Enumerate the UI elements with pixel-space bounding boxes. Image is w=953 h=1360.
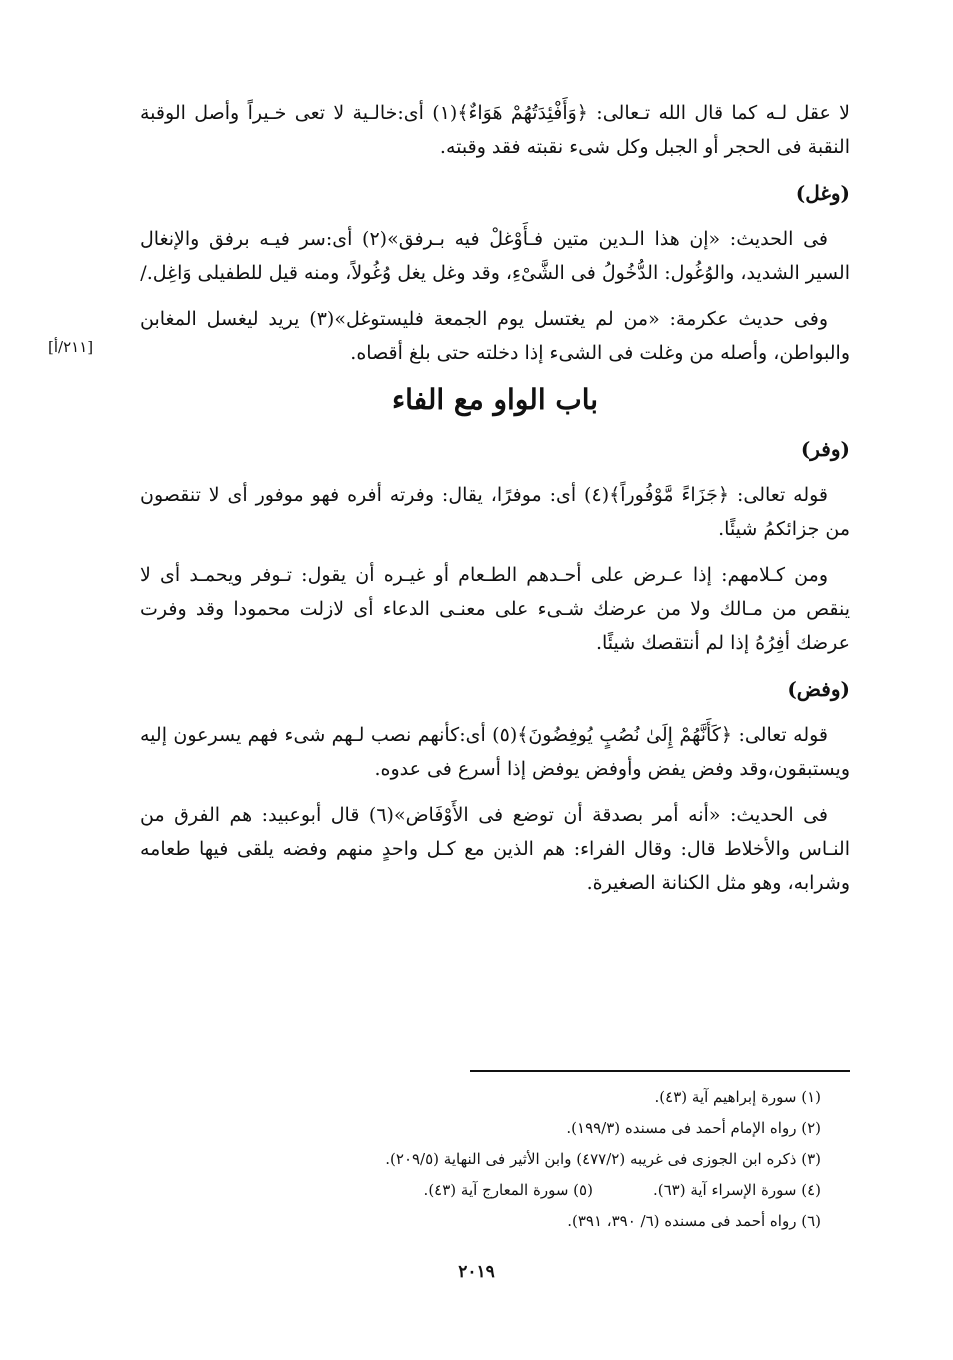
footnote-divider: [470, 1070, 850, 1072]
footnotes: [201, 1082, 821, 1237]
entry-heading-waghl: (وغل): [795, 181, 850, 205]
paragraph-wafr-speech: ومن كـلامهم: إذا عـرض على أحـدهم الطـعام أو غيـره أن يقول: تـوفر ويحمـد أى لا ينقص من مـالك ولا من عرضك شـىء على معنـى الدعاء أى لازلت محمودا وقد وفرت عرضك أفِرُهُ إذا لم أنتقصك شيئًا.: [140, 564, 850, 654]
footnote-5: (٥) سورة المعارج آية (٤٣).: [423, 1181, 593, 1199]
margin-reference: [٢١١/أ]: [48, 338, 94, 356]
main-text: [140, 96, 850, 912]
page-number: ٢٠١٩: [458, 1262, 495, 1282]
footnote-6: (٦) رواه أحمد فى مسنده (٦/ ٣٩٠، ٣٩١).: [567, 1212, 821, 1230]
paragraph-wafd-hadith: فى الحديث: «أنه أمر بصدقة أن توضع فى الأَوْفَاض»(٦) قال أبوعبيد: هم الفرق من النـاس والأخلاط قال: وقال الفراء: هم الذين مع كـل واحدٍ منهم وفضه يلقى فيها طعامه وشرابه، وهو مثل الكنانة الصغيرة.: [140, 804, 850, 894]
paragraph-waqb: لا عقل لـه كما قال الله تـعالى: ﴿وَأَفْئِدَتُهُمْ هَوَاءٌ﴾(١) أى:خالـية لا تعى خـيراً وأصل الوقبة النقبة فى الحجر أو الجبل وكل شىء نقبته فقد وقبته.: [140, 102, 850, 158]
chapter-title: باب الواو مع الفاء: [391, 383, 599, 416]
paragraph-wafr-verse: قوله تعالى: ﴿جَزَاءً مَّوْفُوراً﴾(٤) أى: موفرًا، يقال: وفرته أفره فهو موفور أى لا تنقصون من جزائكمُ شيئًا.: [140, 484, 850, 540]
paragraph-waghl-hadith: فى الحديث: «إن هذا الـدين متين فـأَوْغلْ فيه بـرفق»(٢) أى:سر فيـه برفق والإنغال السير الشديد، والوُغُول: الدُّخُولُ فى الشَّىْءِ، وقد وغل يغل وُغُولاً، ومنه قيل للطفيلى وَاغِل./: [140, 228, 850, 284]
footnote-4-5-line: [201, 1175, 821, 1206]
footnote-4: (٤) سورة الإسراء آية (٦٣).: [652, 1181, 821, 1199]
entry-heading-wafr: (وفر): [800, 437, 850, 461]
entry-heading-wafd: (وفض): [787, 677, 850, 701]
footnote-1: (١) سورة إبراهيم آية (٤٣).: [654, 1088, 821, 1106]
footnote-2: (٢) رواه الإمام أحمد فى مسنده (١٩٩/٣).: [566, 1119, 821, 1137]
footnote-3: (٣) ذكره ابن الجوزى فى غريبه (٤٧٧/٢) وابن الأثير فى النهاية (٢٠٩/٥).: [385, 1150, 821, 1168]
paragraph-ikrima-hadith: وفى حديث عكرمة: «من لم يغتسل يوم الجمعة فليستوغل»(٣) يريد ليغسل المغابن والبواطن، وأصله من وغلت فى الشىء إذا دخلته حتى بلغ أقصاه.: [140, 308, 850, 364]
paragraph-wafd-verse: قوله تعالى: ﴿كَأَنَّهُمْ إِلَىٰ نُصُبٍ يُوفِضُونَ﴾(٥) أى:كأنهم نصب لـهم شىء فهم يسرعون إليه ويستبقون،وقد وفض يفض وأوفض يوفض إذا أسرع فى عدوه.: [140, 724, 850, 780]
